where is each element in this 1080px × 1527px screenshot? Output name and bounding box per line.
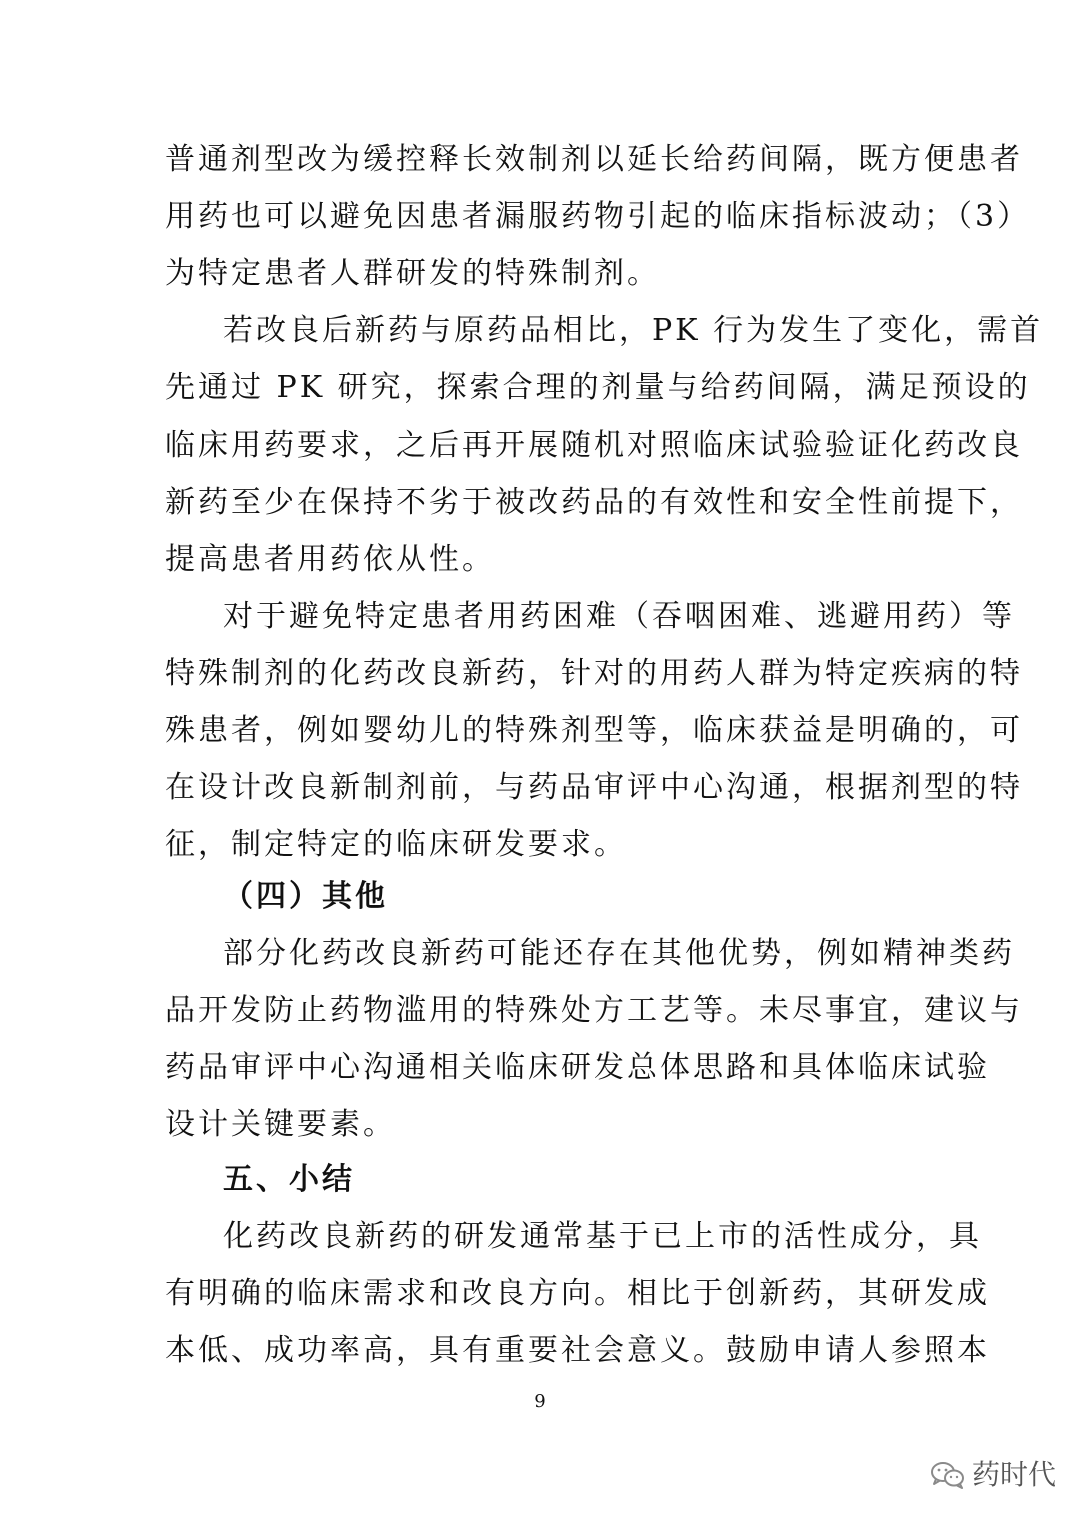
text-line: 若改良后新药与原药品相比，PK 行为发生了变化，需首 (223, 313, 1044, 348)
section-heading: 五、小结 (223, 1162, 355, 1197)
text-line: 临床用药要求，之后再开展随机对照临床试验验证化药改良 (165, 428, 1023, 463)
text-line: 用药也可以避免因患者漏服药物引起的临床指标波动；（3） (165, 199, 1031, 234)
text-line: 有明确的临床需求和改良方向。相比于创新药，其研发成 (165, 1276, 990, 1311)
text-line: 为特定患者人群研发的特殊制剂。 (165, 256, 660, 291)
text-line: 药品审评中心沟通相关临床研发总体思路和具体临床试验 (165, 1050, 990, 1085)
text-line: 先通过 PK 研究，探索合理的剂量与给药间隔，满足预设的 (165, 370, 1031, 405)
text-line: 殊患者，例如婴幼儿的特殊剂型等，临床获益是明确的，可 (165, 713, 1023, 748)
watermark-label: 药时代 (972, 1458, 1057, 1491)
page-number: 9 (534, 1391, 546, 1412)
text-line: 化药改良新药的研发通常基于已上市的活性成分，具 (223, 1219, 982, 1254)
text-line: 征，制定特定的临床研发要求。 (165, 827, 627, 862)
section-heading: （四）其他 (223, 879, 388, 914)
wechat-icon (930, 1461, 966, 1489)
text-line: 提高患者用药依从性。 (165, 542, 495, 577)
text-line: 设计关键要素。 (165, 1107, 396, 1142)
text-line: 部分化药改良新药可能还存在其他优势，例如精神类药 (223, 936, 1015, 971)
text-line: 品开发防止药物滥用的特殊处方工艺等。未尽事宜，建议与 (165, 993, 1023, 1028)
text-line: 普通剂型改为缓控释长效制剂以延长给药间隔，既方便患者 (165, 142, 1023, 177)
text-line: 对于避免特定患者用药困难（吞咽困难、逃避用药）等 (223, 599, 1015, 634)
text-line: 本低、成功率高，具有重要社会意义。鼓励申请人参照本 (165, 1333, 990, 1368)
text-line: 在设计改良新制剂前，与药品审评中心沟通，根据剂型的特 (165, 770, 1023, 805)
text-line: 特殊制剂的化药改良新药，针对的用药人群为特定疾病的特 (165, 656, 1023, 691)
watermark (930, 1455, 1056, 1495)
text-line: 新药至少在保持不劣于被改药品的有效性和安全性前提下， (165, 485, 1023, 520)
